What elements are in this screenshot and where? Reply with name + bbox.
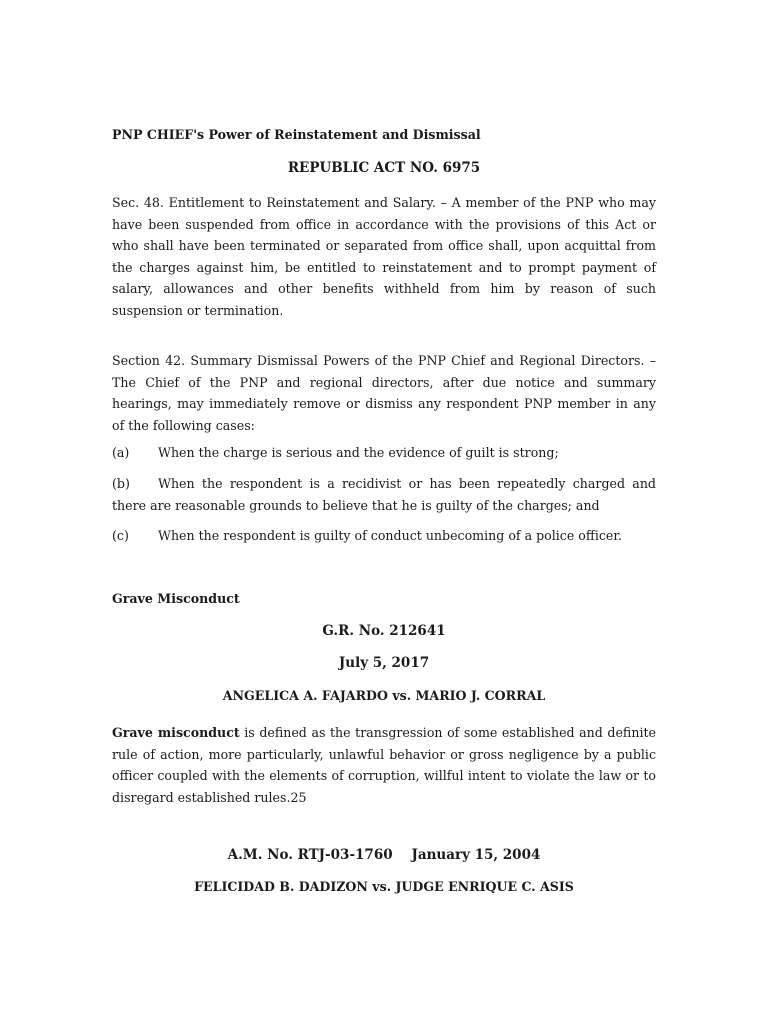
case-item-b — [112, 473, 656, 516]
case-label: (b) — [112, 476, 130, 491]
grave-misconduct-heading: Grave Misconduct — [112, 591, 240, 606]
case-text: When the respondent is a recidivist or has been repeatedly charged and there are reasonable grounds to believe that he is guilty of the charges; and — [112, 476, 656, 513]
case-label: (c) — [112, 528, 129, 543]
case2-heading — [112, 847, 656, 863]
case2-parties: FELICIDAD B. DADIZON vs. JUDGE ENRIQUE C. ASIS — [194, 879, 574, 894]
case1-date: July 5, 2017 — [338, 655, 430, 671]
sec48-paragraph: Sec. 48. Entitlement to Reinstatement and Salary. – A member of the PNP who may have been suspended from office in accordance with the provisions of this Act or who shall have been terminated or separated from office shall, upon acquittal from the charges against him, be entitled to reinstatement and to prompt payment of salary, allowances and other benefits withheld from him by reason of such suspension or termination. — [112, 195, 656, 318]
case2-date: January 15, 2004 — [411, 847, 541, 863]
case2-am-number: A.M. No. RTJ-03-1760 — [227, 847, 393, 863]
case-text: When the respondent is guilty of conduct unbecoming of a police officer. — [158, 528, 623, 543]
sec42-paragraph: Section 42. Summary Dismissal Powers of the PNP Chief and Regional Directors. – The Chief of the PNP and regional directors, after due notice and summary hearings, may immediately remove or dismiss any respondent PNP member in any of the following cases: — [112, 353, 656, 433]
definition-term: Grave misconduct — [112, 725, 240, 740]
case-item-a — [112, 442, 656, 464]
act-heading: REPUBLIC ACT NO. 6975 — [287, 160, 481, 176]
document-title: PNP CHIEF's Power of Reinstatement and Dismissal — [112, 127, 481, 142]
case1-gr-number: G.R. No. 212641 — [322, 623, 446, 639]
case-label: (a) — [112, 445, 130, 460]
case1-parties: ANGELICA A. FAJARDO vs. MARIO J. CORRAL — [222, 688, 546, 703]
definition-text: is defined as the transgression of some established and definite rule of action, more particularly, unlawful behavior or gross negligence by a public officer coupled with the elements of corruption, willful intent to violate the law or to disregard established rules.25 — [112, 725, 656, 805]
case-item-c — [112, 525, 656, 547]
definition-paragraph — [112, 722, 656, 808]
case-text: When the charge is serious and the evidence of guilt is strong; — [158, 445, 559, 460]
